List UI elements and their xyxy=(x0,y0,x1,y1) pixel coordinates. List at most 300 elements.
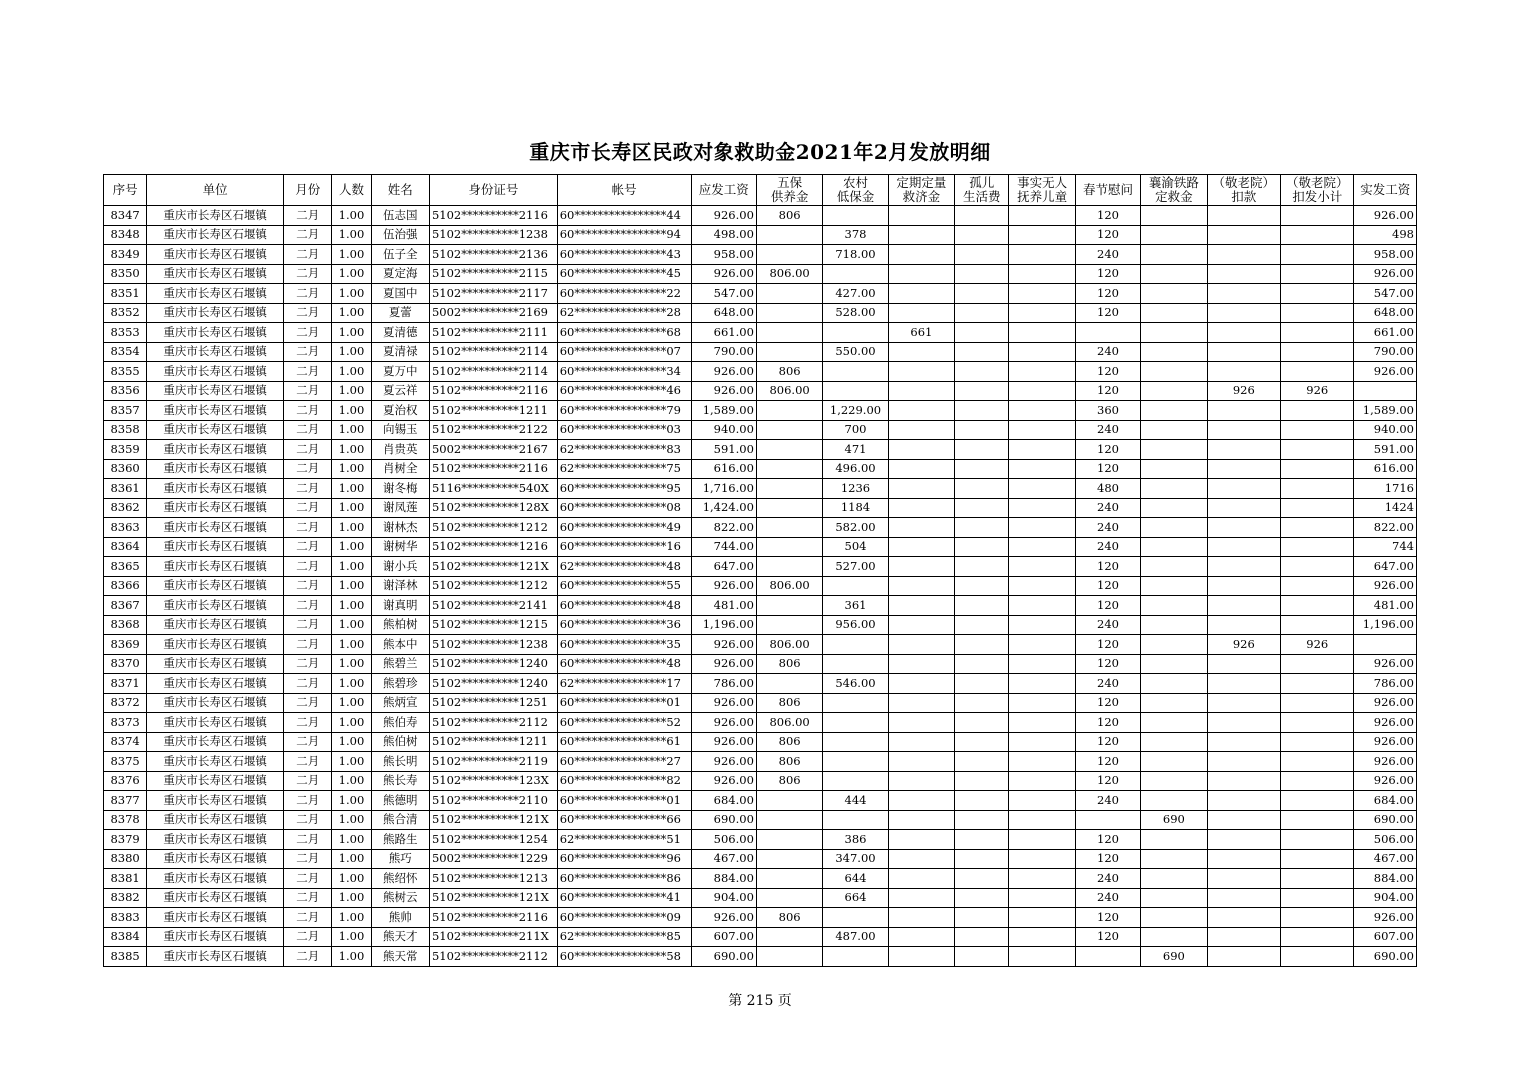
table-cell: 120 xyxy=(1075,752,1140,772)
table-cell xyxy=(1281,752,1354,772)
table-cell xyxy=(1207,420,1280,440)
table-cell xyxy=(1009,362,1075,382)
column-header: 实发工资 xyxy=(1354,175,1417,206)
table-cell xyxy=(1281,869,1354,889)
table-cell: 120 xyxy=(1075,557,1140,577)
table-cell: 926 xyxy=(1281,635,1354,655)
table-cell: 二月 xyxy=(284,908,332,928)
table-cell: 700 xyxy=(823,420,888,440)
table-cell: 二月 xyxy=(284,479,332,499)
table-cell: 1,424.00 xyxy=(691,498,756,518)
table-cell xyxy=(823,264,888,284)
table-cell xyxy=(1009,303,1075,323)
table-cell: 547.00 xyxy=(691,284,756,304)
table-cell: 926.00 xyxy=(1354,264,1417,284)
table-cell xyxy=(1141,693,1207,713)
table-cell: 120 xyxy=(1075,362,1140,382)
table-cell: 120 xyxy=(1075,596,1140,616)
table-cell: 8380 xyxy=(104,849,147,869)
table-cell: 夏定海 xyxy=(371,264,429,284)
table-row xyxy=(104,284,1417,304)
table-cell: 240 xyxy=(1075,498,1140,518)
table-cell xyxy=(756,888,822,908)
table-cell xyxy=(823,752,888,772)
table-cell xyxy=(888,615,954,635)
table-cell: 重庆市长寿区石堰镇 xyxy=(147,635,284,655)
table-cell: 120 xyxy=(1075,284,1140,304)
table-row xyxy=(104,576,1417,596)
table-cell: 60****************09 xyxy=(557,908,691,928)
table-cell xyxy=(888,947,954,967)
table-cell: 夏清德 xyxy=(371,323,429,343)
table-cell: 926.00 xyxy=(691,713,756,733)
table-cell xyxy=(1009,323,1075,343)
table-cell: 8352 xyxy=(104,303,147,323)
table-cell: 60****************55 xyxy=(557,576,691,596)
table-row xyxy=(104,927,1417,947)
table-cell: 240 xyxy=(1075,518,1140,538)
table-cell: 重庆市长寿区石堰镇 xyxy=(147,342,284,362)
table-cell xyxy=(1207,674,1280,694)
table-cell: 夏清禄 xyxy=(371,342,429,362)
table-cell: 二月 xyxy=(284,381,332,401)
table-row xyxy=(104,245,1417,265)
table-cell xyxy=(1207,810,1280,830)
table-cell xyxy=(756,849,822,869)
table-cell: 904.00 xyxy=(691,888,756,908)
table-cell: 1.00 xyxy=(332,303,371,323)
table-cell: 120 xyxy=(1075,732,1140,752)
table-cell xyxy=(1141,908,1207,928)
table-cell: 二月 xyxy=(284,245,332,265)
table-cell: 926.00 xyxy=(1354,752,1417,772)
table-cell: 8379 xyxy=(104,830,147,850)
table-cell xyxy=(1141,440,1207,460)
table-cell xyxy=(1009,654,1075,674)
table-cell: 二月 xyxy=(284,615,332,635)
table-cell xyxy=(823,576,888,596)
table-cell: 1.00 xyxy=(332,362,371,382)
table-cell: 60****************58 xyxy=(557,947,691,967)
table-cell: 二月 xyxy=(284,440,332,460)
table-cell: 467.00 xyxy=(691,849,756,869)
table-cell: 240 xyxy=(1075,245,1140,265)
table-cell: 1236 xyxy=(823,479,888,499)
table-cell xyxy=(1281,479,1354,499)
table-cell xyxy=(823,654,888,674)
table-cell xyxy=(955,869,1009,889)
table-row xyxy=(104,401,1417,421)
table-cell: 690.00 xyxy=(691,947,756,967)
table-cell: 1184 xyxy=(823,498,888,518)
column-header: 应发工资 xyxy=(691,175,756,206)
table-cell xyxy=(1281,713,1354,733)
table-cell: 690.00 xyxy=(1354,810,1417,830)
table-cell xyxy=(1207,537,1280,557)
table-cell xyxy=(1207,245,1280,265)
table-cell xyxy=(1207,362,1280,382)
table-cell xyxy=(1207,225,1280,245)
table-cell: 二月 xyxy=(284,303,332,323)
table-cell xyxy=(756,303,822,323)
table-cell xyxy=(756,537,822,557)
table-cell: 5002**********2169 xyxy=(429,303,557,323)
table-cell: 1.00 xyxy=(332,245,371,265)
table-cell: 60****************95 xyxy=(557,479,691,499)
table-cell: 5102**********121X xyxy=(429,810,557,830)
table-cell: 1,196.00 xyxy=(691,615,756,635)
table-cell: 重庆市长寿区石堰镇 xyxy=(147,654,284,674)
table-cell: 谢真明 xyxy=(371,596,429,616)
table-cell xyxy=(1141,771,1207,791)
table-cell: 1.00 xyxy=(332,791,371,811)
table-row xyxy=(104,459,1417,479)
column-header: 襄渝铁路 定救金 xyxy=(1141,175,1207,206)
table-cell xyxy=(1141,245,1207,265)
table-cell: 重庆市长寿区石堰镇 xyxy=(147,284,284,304)
table-cell xyxy=(888,849,954,869)
table-cell: 熊帅 xyxy=(371,908,429,928)
table-cell: 120 xyxy=(1075,830,1140,850)
table-cell: 重庆市长寿区石堰镇 xyxy=(147,362,284,382)
table-cell xyxy=(888,752,954,772)
table-cell: 240 xyxy=(1075,674,1140,694)
table-cell xyxy=(955,362,1009,382)
table-cell xyxy=(888,927,954,947)
table-cell: 1.00 xyxy=(332,225,371,245)
table-cell: 240 xyxy=(1075,869,1140,889)
table-cell: 重庆市长寿区石堰镇 xyxy=(147,713,284,733)
table-cell: 1.00 xyxy=(332,323,371,343)
table-cell: 二月 xyxy=(284,284,332,304)
table-cell: 5102**********2116 xyxy=(429,381,557,401)
table-cell: 60****************35 xyxy=(557,635,691,655)
table-cell xyxy=(1009,674,1075,694)
table-cell: 8378 xyxy=(104,810,147,830)
table-cell xyxy=(1207,791,1280,811)
table-cell xyxy=(1009,947,1075,967)
table-cell xyxy=(756,479,822,499)
table-row xyxy=(104,225,1417,245)
page-number: 第 215 页 xyxy=(728,993,792,1009)
table-cell: 重庆市长寿区石堰镇 xyxy=(147,245,284,265)
table-cell: 8356 xyxy=(104,381,147,401)
table-cell: 806.00 xyxy=(756,264,822,284)
table-cell: 1,196.00 xyxy=(1354,615,1417,635)
table-cell xyxy=(823,362,888,382)
table-cell: 二月 xyxy=(284,810,332,830)
table-cell xyxy=(1354,635,1417,655)
table-cell xyxy=(1281,674,1354,694)
table-cell: 二月 xyxy=(284,830,332,850)
table-cell xyxy=(888,576,954,596)
table-cell: 926.00 xyxy=(691,732,756,752)
table-cell xyxy=(756,927,822,947)
header-row xyxy=(104,175,1417,206)
table-cell: 二月 xyxy=(284,459,332,479)
table-cell: 重庆市长寿区石堰镇 xyxy=(147,771,284,791)
table-cell xyxy=(1207,303,1280,323)
table-cell xyxy=(1281,771,1354,791)
table-cell xyxy=(955,635,1009,655)
table-cell: 926.00 xyxy=(691,654,756,674)
table-cell: 790.00 xyxy=(691,342,756,362)
table-cell: 5102**********1251 xyxy=(429,693,557,713)
table-cell: 肖贵英 xyxy=(371,440,429,460)
column-header: 定期定量 救济金 xyxy=(888,175,954,206)
table-cell: 伍志国 xyxy=(371,206,429,226)
table-cell: 重庆市长寿区石堰镇 xyxy=(147,810,284,830)
table-cell: 熊碧珍 xyxy=(371,674,429,694)
table-cell: 661.00 xyxy=(691,323,756,343)
table-cell xyxy=(955,888,1009,908)
table-cell: 1716 xyxy=(1354,479,1417,499)
table-cell xyxy=(756,225,822,245)
table-cell: 1.00 xyxy=(332,732,371,752)
table-cell: 8375 xyxy=(104,752,147,772)
table-cell xyxy=(1141,206,1207,226)
table-cell: 伍治强 xyxy=(371,225,429,245)
table-cell: 伍子全 xyxy=(371,245,429,265)
table-cell xyxy=(1281,908,1354,928)
table-cell: 1.00 xyxy=(332,908,371,928)
table-cell: 重庆市长寿区石堰镇 xyxy=(147,498,284,518)
table-cell: 二月 xyxy=(284,693,332,713)
table-cell: 8354 xyxy=(104,342,147,362)
table-cell xyxy=(955,927,1009,947)
table-cell: 熊炳宣 xyxy=(371,693,429,713)
table-cell: 546.00 xyxy=(823,674,888,694)
table-cell: 471 xyxy=(823,440,888,460)
table-cell: 62****************75 xyxy=(557,459,691,479)
table-cell: 528.00 xyxy=(823,303,888,323)
table-cell xyxy=(888,420,954,440)
table-cell: 二月 xyxy=(284,576,332,596)
table-cell: 谢泽林 xyxy=(371,576,429,596)
table-cell xyxy=(1207,752,1280,772)
table-cell xyxy=(756,674,822,694)
table-cell xyxy=(1009,869,1075,889)
table-cell: 498 xyxy=(1354,225,1417,245)
column-header: 姓名 xyxy=(371,175,429,206)
table-cell: 二月 xyxy=(284,674,332,694)
table-cell: 5102**********2110 xyxy=(429,791,557,811)
table-cell: 重庆市长寿区石堰镇 xyxy=(147,537,284,557)
table-cell xyxy=(888,654,954,674)
table-cell: 1.00 xyxy=(332,459,371,479)
table-cell xyxy=(1141,264,1207,284)
table-cell: 谢冬梅 xyxy=(371,479,429,499)
table-cell: 60****************48 xyxy=(557,654,691,674)
table-cell xyxy=(888,713,954,733)
table-cell: 240 xyxy=(1075,791,1140,811)
table-cell xyxy=(1009,245,1075,265)
table-cell: 二月 xyxy=(284,752,332,772)
table-cell: 648.00 xyxy=(1354,303,1417,323)
table-cell xyxy=(756,401,822,421)
table-cell: 5102**********1211 xyxy=(429,401,557,421)
table-cell: 熊德明 xyxy=(371,791,429,811)
table-cell xyxy=(1009,498,1075,518)
table-cell xyxy=(1009,713,1075,733)
table-cell xyxy=(1281,401,1354,421)
table-cell: 二月 xyxy=(284,225,332,245)
table-cell xyxy=(756,810,822,830)
table-cell: 重庆市长寿区石堰镇 xyxy=(147,206,284,226)
table-row xyxy=(104,479,1417,499)
table-cell: 481.00 xyxy=(691,596,756,616)
table-cell xyxy=(823,635,888,655)
table-cell xyxy=(1141,791,1207,811)
table-cell: 926 xyxy=(1281,381,1354,401)
table-cell xyxy=(756,518,822,538)
table-cell: 5102**********2111 xyxy=(429,323,557,343)
table-row xyxy=(104,654,1417,674)
table-cell xyxy=(823,323,888,343)
table-cell xyxy=(1207,888,1280,908)
table-cell xyxy=(888,830,954,850)
table-cell xyxy=(1141,401,1207,421)
table-cell xyxy=(1075,947,1140,967)
table-cell xyxy=(756,498,822,518)
table-cell: 926.00 xyxy=(691,635,756,655)
table-cell: 60****************48 xyxy=(557,596,691,616)
table-cell: 夏云祥 xyxy=(371,381,429,401)
table-cell: 487.00 xyxy=(823,927,888,947)
table-cell: 661.00 xyxy=(1354,323,1417,343)
column-header: 孤儿 生活费 xyxy=(955,175,1009,206)
table-cell xyxy=(823,732,888,752)
table-cell xyxy=(1075,323,1140,343)
table-cell: 熊路生 xyxy=(371,830,429,850)
table-cell xyxy=(955,752,1009,772)
table-cell: 二月 xyxy=(284,596,332,616)
table-cell: 607.00 xyxy=(691,927,756,947)
table-cell: 8351 xyxy=(104,284,147,304)
table-cell: 1,589.00 xyxy=(691,401,756,421)
table-cell: 591.00 xyxy=(691,440,756,460)
table-cell: 5002**********2167 xyxy=(429,440,557,460)
table-cell xyxy=(1281,323,1354,343)
table-cell: 向锡玉 xyxy=(371,420,429,440)
table-cell: 二月 xyxy=(284,927,332,947)
table-cell: 5102**********2114 xyxy=(429,362,557,382)
table-cell xyxy=(823,908,888,928)
table-cell: 958.00 xyxy=(1354,245,1417,265)
table-cell: 5102**********2116 xyxy=(429,459,557,479)
table-cell xyxy=(1141,362,1207,382)
table-cell: 谢凤莲 xyxy=(371,498,429,518)
table-cell: 1,229.00 xyxy=(823,401,888,421)
table-cell: 重庆市长寿区石堰镇 xyxy=(147,888,284,908)
table-cell: 二月 xyxy=(284,791,332,811)
table-cell: 5102**********2117 xyxy=(429,284,557,304)
table-cell: 1.00 xyxy=(332,830,371,850)
column-header: 序号 xyxy=(104,175,147,206)
table-cell xyxy=(1207,323,1280,343)
table-cell: 1.00 xyxy=(332,693,371,713)
table-cell xyxy=(955,264,1009,284)
table-cell xyxy=(1141,674,1207,694)
table-cell xyxy=(1281,947,1354,967)
table-cell: 926.00 xyxy=(691,381,756,401)
table-cell xyxy=(1281,810,1354,830)
table-cell: 60****************82 xyxy=(557,771,691,791)
table-cell: 60****************08 xyxy=(557,498,691,518)
table-cell: 熊绍怀 xyxy=(371,869,429,889)
table-cell xyxy=(756,791,822,811)
table-cell xyxy=(888,674,954,694)
table-cell: 5102**********2136 xyxy=(429,245,557,265)
table-cell xyxy=(1141,635,1207,655)
table-cell: 386 xyxy=(823,830,888,850)
table-cell xyxy=(1281,888,1354,908)
table-cell xyxy=(756,615,822,635)
table-cell: 1.00 xyxy=(332,927,371,947)
table-cell: 884.00 xyxy=(1354,869,1417,889)
table-cell: 8383 xyxy=(104,908,147,928)
table-cell xyxy=(1141,518,1207,538)
table-cell: 378 xyxy=(823,225,888,245)
table-row xyxy=(104,440,1417,460)
table-cell: 二月 xyxy=(284,888,332,908)
table-cell xyxy=(888,206,954,226)
table-cell xyxy=(1141,284,1207,304)
table-cell: 926.00 xyxy=(1354,362,1417,382)
table-cell: 1.00 xyxy=(332,498,371,518)
table-cell: 786.00 xyxy=(1354,674,1417,694)
table-cell xyxy=(955,225,1009,245)
table-cell: 二月 xyxy=(284,401,332,421)
table-cell: 822.00 xyxy=(691,518,756,538)
table-cell xyxy=(823,771,888,791)
table-row xyxy=(104,498,1417,518)
table-cell xyxy=(1141,654,1207,674)
table-cell xyxy=(888,596,954,616)
table-cell xyxy=(1009,518,1075,538)
table-row xyxy=(104,674,1417,694)
table-cell: 5102**********1238 xyxy=(429,225,557,245)
table-cell: 60****************43 xyxy=(557,245,691,265)
table-cell: 重庆市长寿区石堰镇 xyxy=(147,225,284,245)
table-cell xyxy=(756,947,822,967)
table-cell: 5102**********2114 xyxy=(429,342,557,362)
table-cell xyxy=(1281,225,1354,245)
table-cell: 夏治权 xyxy=(371,401,429,421)
table-cell: 60****************96 xyxy=(557,849,691,869)
table-cell: 8347 xyxy=(104,206,147,226)
table-cell xyxy=(1281,245,1354,265)
table-cell: 806 xyxy=(756,771,822,791)
table-cell xyxy=(1009,771,1075,791)
table-cell: 60****************61 xyxy=(557,732,691,752)
table-cell: 60****************01 xyxy=(557,791,691,811)
table-cell: 5102**********1213 xyxy=(429,869,557,889)
table-cell xyxy=(1009,264,1075,284)
table-cell: 120 xyxy=(1075,849,1140,869)
table-cell: 二月 xyxy=(284,732,332,752)
table-cell: 806 xyxy=(756,752,822,772)
table-row xyxy=(104,264,1417,284)
table-cell: 熊合清 xyxy=(371,810,429,830)
table-cell xyxy=(1281,830,1354,850)
table-row xyxy=(104,693,1417,713)
table-cell: 786.00 xyxy=(691,674,756,694)
table-cell: 480 xyxy=(1075,479,1140,499)
table-cell: 二月 xyxy=(284,771,332,791)
table-body xyxy=(104,206,1417,967)
table-cell: 5102**********2141 xyxy=(429,596,557,616)
